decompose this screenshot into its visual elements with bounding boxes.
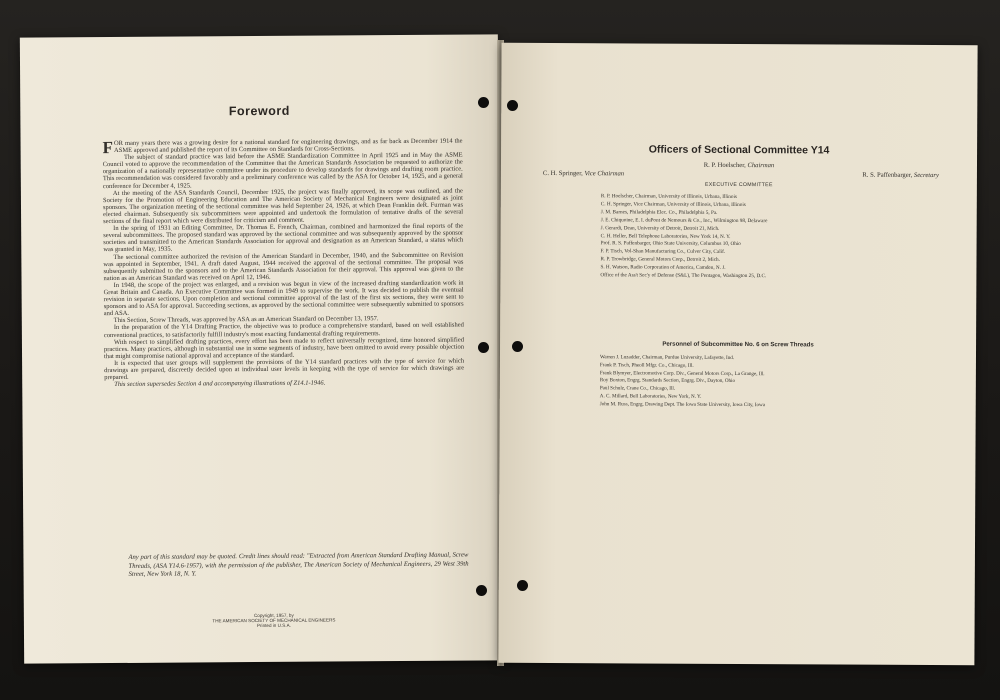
foreword-paragraph-2: The subject of standard practice was laid before the ASME Standardization Committee in April 1925 and in May the ASME Council voted to approve the recommendation of the Committee that the American Standards Association be requested to authorize the organization of a nationally representative committee under its procedure to develop standards for drawings and drafting room practice. This recommendation was considered favorably and a preliminary conference was called by the ASA for October 14, 1925, and a general conference for December 4, 1925.	[102, 151, 463, 190]
personnel-list	[600, 354, 920, 410]
officers-title: Officers of Sectional Committee Y14	[648, 143, 830, 157]
subcommittee-heading: Personnel of Subcommittee No. 6 on Screw Threads	[662, 340, 814, 349]
executive-committee-heading: EXECUTIVE COMMITTEE	[705, 181, 773, 189]
list-item: S. H. Watson, Radio Corporation of America, Camden, N. J.	[600, 264, 726, 272]
left-page	[20, 34, 502, 663]
list-item: R. P. Trowbridge, General Motors Corp., Detroit 2, Mich.	[600, 256, 720, 264]
list-item: C. H. Heller, Bell Telephone Laboratories, New York 14, N. Y.	[600, 232, 731, 240]
binder-hole	[517, 580, 528, 591]
list-item: Office of the Ass't Sec'y of Defense (S&L), The Pentagon, Washington 25, D.C.	[600, 272, 767, 280]
executive-members-list	[600, 193, 900, 282]
chairman-line	[501, 161, 977, 170]
copyright-line-1: Copyright, 1957, by	[253, 612, 294, 619]
vice-chairman: C. H. Springer, Vice Chairman	[542, 169, 625, 178]
binder-hole	[507, 100, 518, 111]
foreword-title: Foreword	[228, 103, 290, 119]
foreword-paragraph-6: In 1948, the scope of the project was enlarged, and a revision was begun in view of the increased drafting standardization work in Great Britain and Canada. An Executive Committee was formed in 1949 to supervise the work. It was decided to publish the eventual revision in separate sections. Upon completion and sectional committee approval of the last of the first six sections, they were sent to sponsors and to ASA for approval. Succeeding sections, as approved by the sectional committee were subsequently submitted to sponsors and ASA.	[103, 279, 464, 318]
list-item: Frank P. Tisch, Pheoll Mfgr. Co., Chicago, Ill.	[599, 362, 694, 369]
list-item: R. P. Hoelscher, Chairman, University of Illinois, Urbana, Illinois	[600, 193, 737, 200]
foreword-paragraph-9: With respect to simplified drafting practices, every effort has been made to reflect universally recognized, time honored simplified practices. Many practices, although in substantial use in some segments of industry, have been omitted to avoid every possible objection that might compromise national approval and acceptance of the standard.	[103, 336, 465, 360]
list-item: J. M. Barnes, Philadelphia Elec. Co., Philadelphia 5, Pa.	[600, 209, 718, 216]
foreword-paragraph-5: The sectional committee authorized the revision of the American Standard in December, 1940, and the Subcommittee on Revision was appointed in September, 1941. A draft dated August, 1944 received the approval of the sectional committee. The proposal was subsequently submitted to the sponsors and to the American Standards Association for their approval. This approval was given to the nation as an American Standard was received on April 12, 1946.	[103, 251, 464, 282]
chairman-role: Chairman	[747, 162, 775, 170]
officers-row	[542, 169, 939, 180]
list-item: Frank Blymyer, Electromotive Corp. Div., General Motors Corp., La Grange, Ill.	[599, 369, 765, 377]
list-item: C. H. Springer, Vice Chairman, University of Illinois, Urbana, Illinois	[600, 201, 746, 208]
list-item: A. C. Millard, Bell Laboratories, New York, N. Y.	[599, 393, 702, 400]
binder-hole	[512, 341, 523, 352]
binder-hole	[476, 585, 487, 596]
list-item: J. E. Chiquoine, E. I. duPont de Nemours & Co., Inc., Wilmington 98, Delaware	[600, 216, 768, 224]
foreword-paragraph-3: At the meeting of the ASA Standards Council, December 1925, the project was finally approved, its scope was outlined, and the Society for the Promotion of Engineering Education and The American Society of Mechanical Engineers were designated as joint sponsors. The organization meeting of the sectional committee was held September 24, 1926, at which Dean Franklin deR. Furman was elected chairman. Subsequently six subcommittees were appointed and undertook the formulation of tentative drafts of the several sections of the final report which were distributed for criticism and comment.	[102, 187, 464, 226]
binder-hole	[478, 97, 489, 108]
foreword-paragraph-1: FOR many years there was a growing desire for a national standard for engineering drawings, and as far back as December 1914 the ASME approved and published the report of its Committee on Standards for Cross-Sections.	[102, 137, 463, 158]
foreword-body	[103, 138, 465, 389]
list-item: Paul Schulz, Crane Co., Chicago, Ill.	[599, 385, 676, 392]
foreword-paragraph-8: In the preparation of the Y14 Drafting Practice, the objective was to produce a comprehensive standard, based on well established conventional practices, to satisfactorily fulfill industry's most exacting fundamental drafting requirements.	[103, 322, 464, 339]
foreword-paragraph-10: It is expected that user groups will supplement the provisions of the Y14 standard practices with the type of service for which drawings are prepared, discreetly decided upon at individual user levels in keeping with the type of service for which drawings are prepared.	[104, 357, 465, 382]
chairman-name: R. P. Hoelscher,	[703, 161, 746, 170]
foreword-paragraph-4: In the spring of 1931 an Editing Committee, Dr. Thomas E. French, Chairman, combined and harmonized the final reports of the several subcommittees. The proposed standard was approved by the sectional committee and was subsequently approved by the sponsor societies and transmitted to the American Standards Association for approval and designation as an American Standard, a status which was granted in May, 1935.	[103, 222, 464, 254]
copyright-notice	[174, 612, 374, 629]
quote-permission: Any part of this standard may be quoted. Credit lines should read: "Extracted from American Standard Drafting Manual, Screw Threads, (ASA Y14.6-1957), with the permission of the publisher, The American Society of Mechanical Engineers, 29 West 39th Street, New York 18, N. Y.	[128, 551, 469, 579]
copyright-line-3: Printed in U.S.A.	[256, 623, 291, 629]
right-page	[498, 43, 977, 665]
list-item: J. Gerardi, Dean, University of Detroit, Detroit 21, Mich.	[600, 224, 720, 232]
list-item: Roy Boxton, Engrg. Standards Section, Engrg. Div., Dayton, Ohio	[599, 377, 736, 385]
list-item: Prof. R. S. Paffenbarger, Ohio State University, Columbus 10, Ohio	[600, 240, 741, 248]
foreword-paragraph-7: This Section, Screw Threads, was approved by ASA as an American Standard on December 13, 1957.	[113, 315, 379, 325]
list-item: Warren J. Luzadder, Chairman, Purdue University, Lafayette, Ind.	[599, 354, 735, 361]
secretary: R. S. Paffenbarger, Secretary	[862, 171, 939, 180]
list-item: F. P. Tisch, Vol-Shan Manufacturing Co., Culver City, Calif.	[600, 248, 726, 256]
copyright-line-2: THE AMERICAN SOCIETY OF MECHANICAL ENGINEERS	[212, 617, 336, 624]
binder-hole	[478, 342, 489, 353]
supersedes-note: This section supersedes Section 4 and accompanying illustrations of Z14.1-1946.	[114, 379, 326, 389]
drop-cap: F	[102, 138, 114, 158]
list-item: John M. Russ, Engrg. Drawing Dept. The Iowa State University, Iowa City, Iowa	[599, 401, 765, 408]
